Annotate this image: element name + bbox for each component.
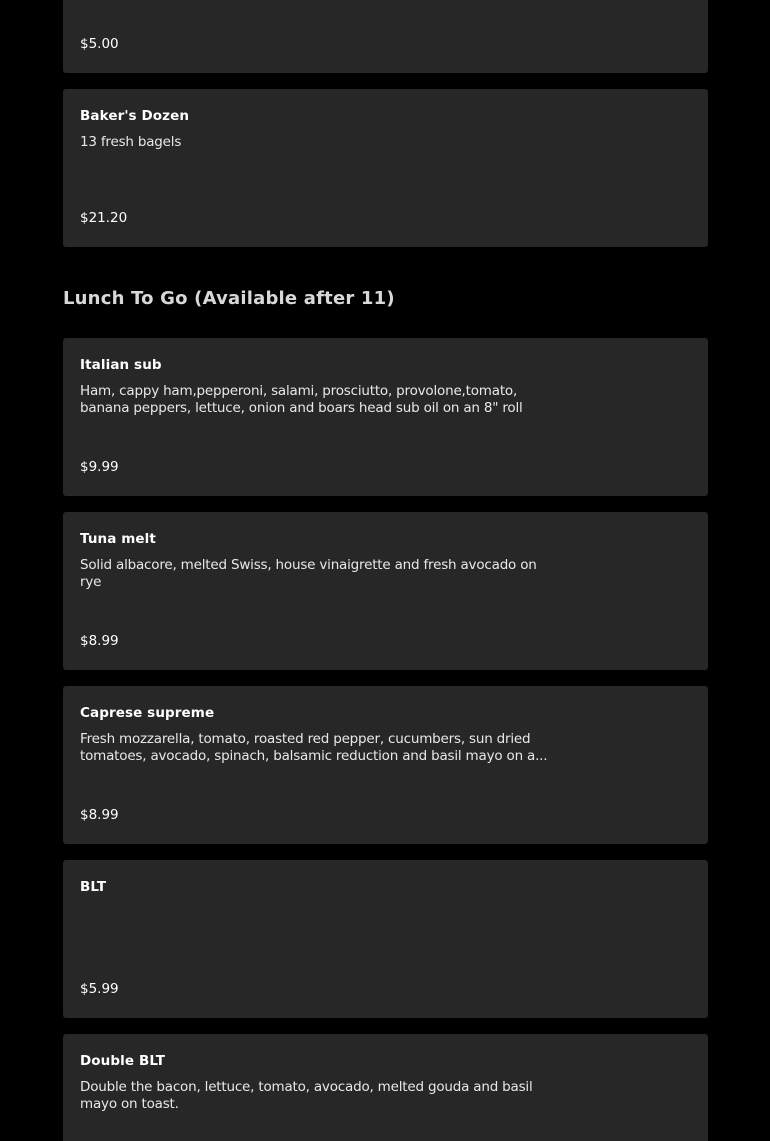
menu-item-price: $21.20 <box>80 210 128 226</box>
menu-item-card[interactable] <box>63 1034 708 1141</box>
menu-item-description: Solid albacore, melted Swiss, house vinaigrette and fresh avocado on rye <box>80 557 537 590</box>
menu-item-card[interactable] <box>63 860 708 1018</box>
menu-item-name: Tuna melt <box>80 531 156 547</box>
section-title: Lunch To Go (Available after 11) <box>63 288 395 309</box>
menu-item-card[interactable] <box>63 686 708 844</box>
menu-item-name: Italian sub <box>80 357 162 373</box>
menu-item-card[interactable] <box>63 338 708 496</box>
menu-item-price: $5.99 <box>80 981 119 997</box>
menu-item-price: $8.99 <box>80 633 119 649</box>
menu-item-name: Double BLT <box>80 1053 166 1069</box>
menu-item-price: $9.99 <box>80 459 119 475</box>
menu-item-card[interactable] <box>63 0 708 73</box>
menu-item-description: Ham, cappy ham,pepperoni, salami, prosciutto, provolone,tomato, banana peppers, lettuce, onion and boars head sub oil on an 8" roll <box>80 383 523 416</box>
menu-item-name: Caprese supreme <box>80 705 215 721</box>
menu-item-description: Double the bacon, lettuce, tomato, avocado, melted gouda and basil mayo on toast. <box>80 1079 533 1112</box>
menu-item-description: 13 fresh bagels <box>80 134 182 150</box>
menu-item-card[interactable] <box>63 512 708 670</box>
menu-item-card[interactable] <box>63 89 708 247</box>
menu-item-price: $8.99 <box>80 807 119 823</box>
menu-item-name: BLT <box>80 879 107 895</box>
menu-item-price: $5.00 <box>80 36 119 52</box>
menu-item-name: Baker's Dozen <box>80 108 190 124</box>
menu-item-description: Fresh mozzarella, tomato, roasted red pepper, cucumbers, sun dried tomatoes, avocado, spinach, balsamic reduction and basil mayo on a... <box>80 731 548 764</box>
